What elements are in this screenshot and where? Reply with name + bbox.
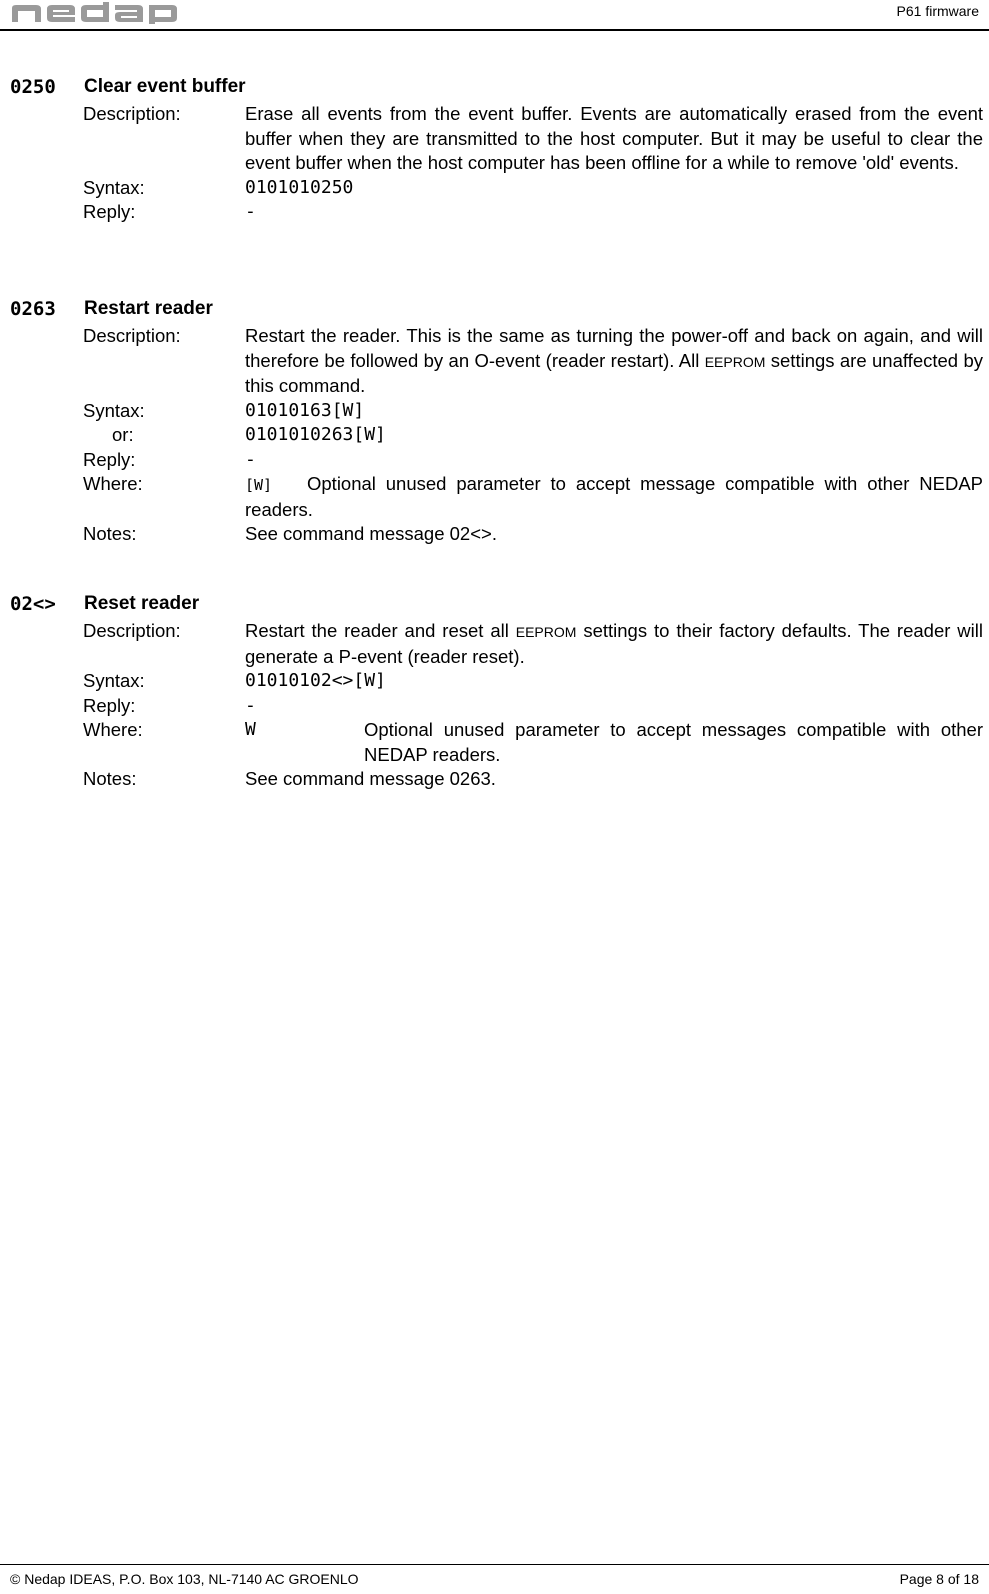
where-parameter: W xyxy=(245,719,256,740)
reply-value: - xyxy=(245,201,256,222)
description-row xyxy=(0,324,989,399)
reply-value: - xyxy=(245,694,256,716)
where-description: Optional unused parameter to accept messages compatible with other NEDAP readers. xyxy=(364,719,983,765)
description-row xyxy=(0,619,989,669)
page-header xyxy=(0,0,989,31)
command-02 xyxy=(0,593,989,792)
syntax-alt-row xyxy=(0,423,989,448)
notes-text: See command message 0263. xyxy=(245,768,496,789)
reply-row xyxy=(0,448,989,473)
description-text xyxy=(245,619,983,669)
where-text xyxy=(245,472,983,522)
notes-label: Notes: xyxy=(83,768,137,789)
command-0250 xyxy=(0,76,989,225)
reply-label: Reply: xyxy=(83,694,136,716)
command-heading xyxy=(0,76,989,102)
footer-divider xyxy=(0,1564,989,1565)
command-code: 0250 xyxy=(10,76,56,98)
notes-text: See command message 02<>. xyxy=(245,523,497,544)
description-part-a: Restart the reader. This is the same as turning the power-off and back on again, and will therefore be followed by an O-event (reader restart). All xyxy=(245,325,983,371)
syntax-row xyxy=(0,669,989,694)
reply-label: Reply: xyxy=(83,201,136,222)
command-code: 02<> xyxy=(10,593,56,615)
description-text xyxy=(245,324,983,399)
syntax-row xyxy=(0,399,989,424)
syntax-value: 01010163[W] xyxy=(245,399,365,421)
description-label: Description: xyxy=(83,325,181,346)
description-label: Description: xyxy=(83,103,181,124)
syntax-label: Syntax: xyxy=(83,399,145,421)
nedap-logo xyxy=(10,2,180,24)
syntax-alt-value: 0101010263[W] xyxy=(245,424,386,445)
command-0263 xyxy=(0,298,989,547)
where-parameter: [W] xyxy=(245,476,273,494)
where-label: Where: xyxy=(83,473,143,494)
command-code: 0263 xyxy=(10,298,56,320)
command-heading xyxy=(0,298,989,324)
syntax-label: Syntax: xyxy=(83,176,145,198)
where-row xyxy=(0,718,989,767)
notes-row xyxy=(0,522,989,547)
doc-title: P61 firmware xyxy=(896,3,979,19)
reply-row xyxy=(0,694,989,719)
notes-label: Notes: xyxy=(83,523,137,544)
page-number: Page 8 of 18 xyxy=(899,1571,979,1587)
description-text: Erase all events from the event buffer. Events are automatically erased from the event buffer when they are transmitted to the host computer. But it may be useful to clear the event buffer when the host computer has been offline for a while to remove 'old' events. xyxy=(245,103,983,173)
command-title: Clear event buffer xyxy=(84,76,246,97)
header-divider xyxy=(0,29,989,31)
reply-label: Reply: xyxy=(83,448,136,470)
where-description: Optional unused parameter to accept message compatible with other NEDAP readers. xyxy=(245,473,983,520)
or-label: or: xyxy=(112,424,134,445)
description-label: Description: xyxy=(83,620,181,641)
description-part-b: settings to their factory defaults. The reader will generate a P-event (reader reset). xyxy=(245,620,983,667)
eeprom-term: EEPROM xyxy=(704,353,766,370)
syntax-value: 01010102<>[W] xyxy=(245,670,386,691)
where-row xyxy=(0,472,989,522)
reply-row xyxy=(0,200,989,225)
command-heading xyxy=(0,593,989,619)
syntax-value: 0101010250 xyxy=(245,176,354,198)
description-row xyxy=(0,102,989,176)
syntax-label: Syntax: xyxy=(83,670,145,691)
eeprom-term: EEPROM xyxy=(515,624,577,640)
reply-value: - xyxy=(245,448,256,470)
syntax-row xyxy=(0,176,989,201)
description-part-a: Restart the reader and reset all xyxy=(245,620,509,641)
footer-copyright: © Nedap IDEAS, P.O. Box 103, NL-7140 AC GROENLO xyxy=(10,1571,359,1587)
notes-row xyxy=(0,767,989,792)
command-title: Restart reader xyxy=(84,298,213,319)
description-part-b: settings are unaffected by this command. xyxy=(245,349,983,396)
command-title: Reset reader xyxy=(84,593,200,614)
where-label: Where: xyxy=(83,719,143,740)
